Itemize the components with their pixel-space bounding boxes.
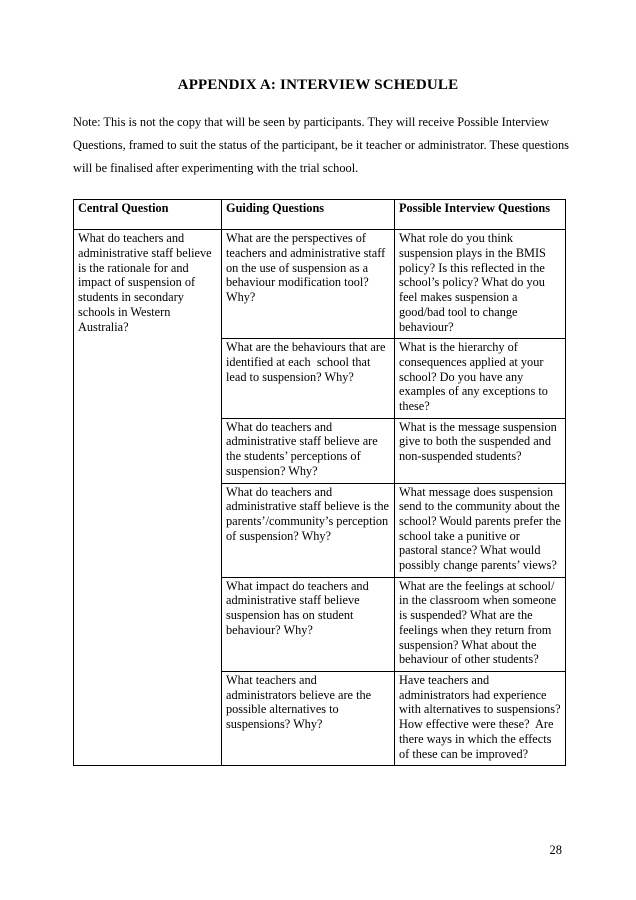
table-row	[74, 230, 566, 339]
note-paragraph: Note: This is not the copy that will be seen by participants. They will receive Possible Interview Questions, framed to suit the status of the participant, be it teacher or administrator. These questions will be finalised after experimenting with the trial school.	[73, 115, 573, 176]
central-question-cell: What do teachers and administrative staff believe is the rationale for and impact of suspension of students in secondary schools in Western Australia?	[74, 230, 222, 766]
guiding-question-cell: What are the behaviours that are identified at each school that lead to suspension? Why?	[222, 339, 395, 419]
interview-schedule-table	[73, 199, 566, 767]
possible-question-cell: What are the feelings at school/ in the classroom when someone is suspended? What are the feelings when they return from suspension? What about the behaviour of other students?	[395, 577, 566, 671]
guiding-question-cell: What teachers and administrators believe are the possible alternatives to suspensions? Why?	[222, 672, 395, 766]
header-central-question: Central Question	[74, 199, 222, 230]
possible-question-cell: What message does suspension send to the community about the school? Would parents prefer the school take a punitive or pastoral stance? What would possibly change parents’ views?	[395, 483, 566, 577]
possible-question-cell: What is the message suspension give to both the suspended and non-suspended students?	[395, 418, 566, 483]
header-guiding-questions: Guiding Questions	[222, 199, 395, 230]
page-number: 28	[549, 843, 562, 857]
guiding-question-cell: What impact do teachers and administrative staff believe suspension has on student behaviour? Why?	[222, 577, 395, 671]
possible-question-cell: What is the hierarchy of consequences applied at your school? Do you have any examples of any exceptions to these?	[395, 339, 566, 419]
guiding-question-cell: What do teachers and administrative staff believe is the parents’/community’s perception of suspension? Why?	[222, 483, 395, 577]
guiding-question-cell: What are the perspectives of teachers and administrative staff on the use of suspension as a behaviour modification tool? Why?	[222, 230, 395, 339]
guiding-question-cell: What do teachers and administrative staff believe are the students’ perceptions of suspension? Why?	[222, 418, 395, 483]
table-header-row	[74, 199, 566, 230]
page-title: APPENDIX A: INTERVIEW SCHEDULE	[177, 77, 459, 93]
header-possible-interview-questions: Possible Interview Questions	[395, 199, 566, 230]
possible-question-cell: Have teachers and administrators had experience with alternatives to suspensions? How effective were these? Are there ways in which the effects of these can be improved?	[395, 672, 566, 766]
possible-question-cell: What role do you think suspension plays in the BMIS policy? Is this reflected in the school’s policy? What do you feel makes suspension a good/bad tool to change behaviour?	[395, 230, 566, 339]
